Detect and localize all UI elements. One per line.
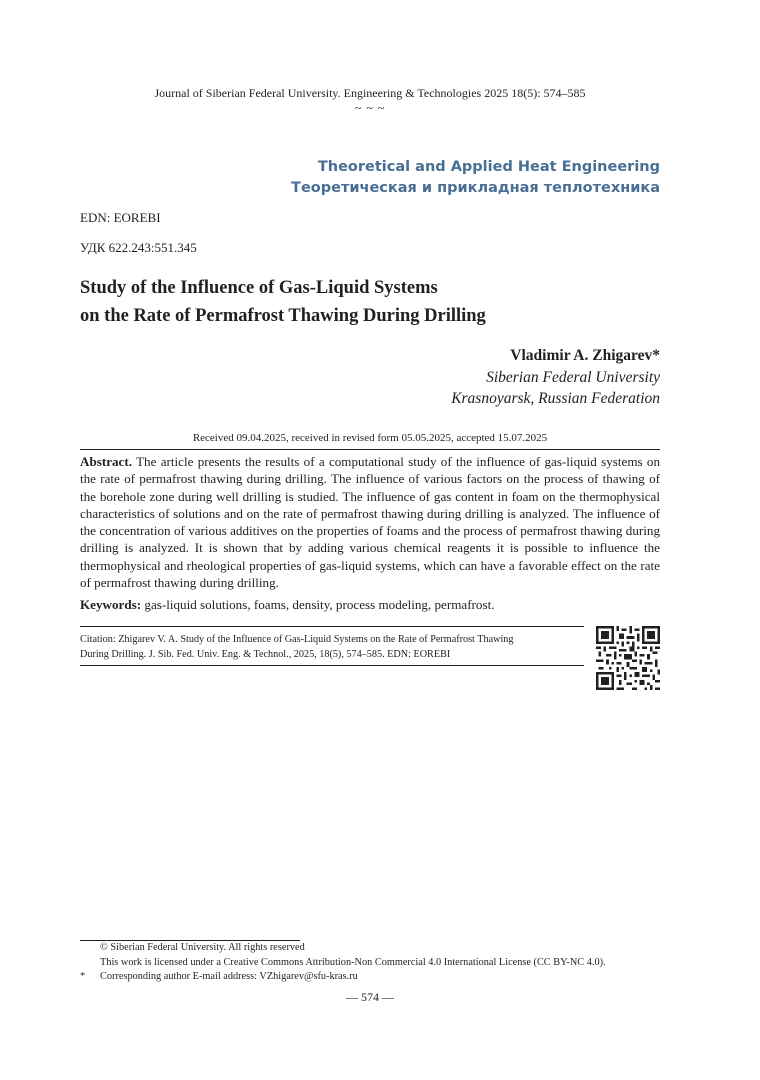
edn-code: EDN: EOREBI	[80, 210, 161, 225]
author-name: Vladimir A. Zhigarev*	[510, 347, 660, 364]
abstract	[80, 453, 660, 591]
udk-code: УДК 622.243:551.345	[80, 240, 197, 255]
section-title-en: Theoretical and Applied Heat Engineering	[317, 159, 660, 175]
citation-line-1: Citation: Zhigarev V. A. Study of the Influence of Gas-Liquid Systems on the Rate of Permafrost Thawing	[80, 634, 514, 645]
corresponding-email: Corresponding author E-mail address: VZhigarev@sfu-kras.ru	[100, 971, 358, 982]
citation-divider-bottom	[80, 665, 584, 666]
abstract-text: The article presents the results of a computational study of the influence of gas-liquid systems on the rate of permafrost thawing during drilling. The influence of various factors on the process of thawing of the borehole zone during well drilling is studied. The influence of gas content in foam on the thermophysical characteristics of solutions and on the rate of permafrost thawing during drilling is analyzed. The influence of the concentration of various additives on the properties of foams and the process of permafrost thawing during drilling is analyzed. It is shown that by adding various chemical reagents it is possible to influence the thermophysical and rheological properties of gas-liquid systems, which can have a favorable effect on the rate of permafrost thawing during drilling.	[80, 454, 660, 591]
abstract-label: Abstract.	[80, 454, 132, 469]
page-number: — 574 —	[346, 990, 394, 1004]
citation	[80, 632, 586, 662]
article-title-line-2: on the Rate of Permafrost Thawing During Drilling	[80, 306, 486, 326]
keywords-text: gas-liquid solutions, foams, density, process modeling, permafrost.	[144, 597, 495, 612]
abstract-divider	[80, 449, 660, 450]
license-note: This work is licensed under a Creative Commons Attribution-Non Commercial 4.0 International License (CC BY-NC 4.0).	[100, 957, 606, 968]
footnote-marker: *	[80, 971, 86, 982]
header-ornament: ~ ~ ~	[354, 101, 386, 115]
author-affiliation: Siberian Federal University	[486, 369, 660, 386]
section-title-ru: Теоретическая и прикладная теплотехника	[291, 180, 660, 196]
journal-header: Journal of Siberian Federal University. Engineering & Technologies 2025 18(5): 574–585	[154, 86, 586, 100]
article-title	[80, 274, 640, 330]
received-dates: Received 09.04.2025, received in revised form 05.05.2025, accepted 15.07.2025	[192, 432, 548, 444]
copyright-note: © Siberian Federal University. All rights reserved	[100, 942, 305, 953]
keywords	[80, 597, 660, 613]
qr-code-icon[interactable]	[596, 626, 660, 690]
citation-line-2: During Drilling. J. Sib. Fed. Univ. Eng. & Technol., 2025, 18(5), 574–585. EDN: EOREBI	[80, 649, 451, 660]
citation-divider-top	[80, 626, 584, 627]
article-title-line-1: Study of the Influence of Gas-Liquid Systems	[80, 278, 438, 298]
keywords-label: Keywords:	[80, 597, 142, 612]
footnote-divider	[80, 940, 300, 941]
author-location: Krasnoyarsk, Russian Federation	[451, 390, 660, 407]
